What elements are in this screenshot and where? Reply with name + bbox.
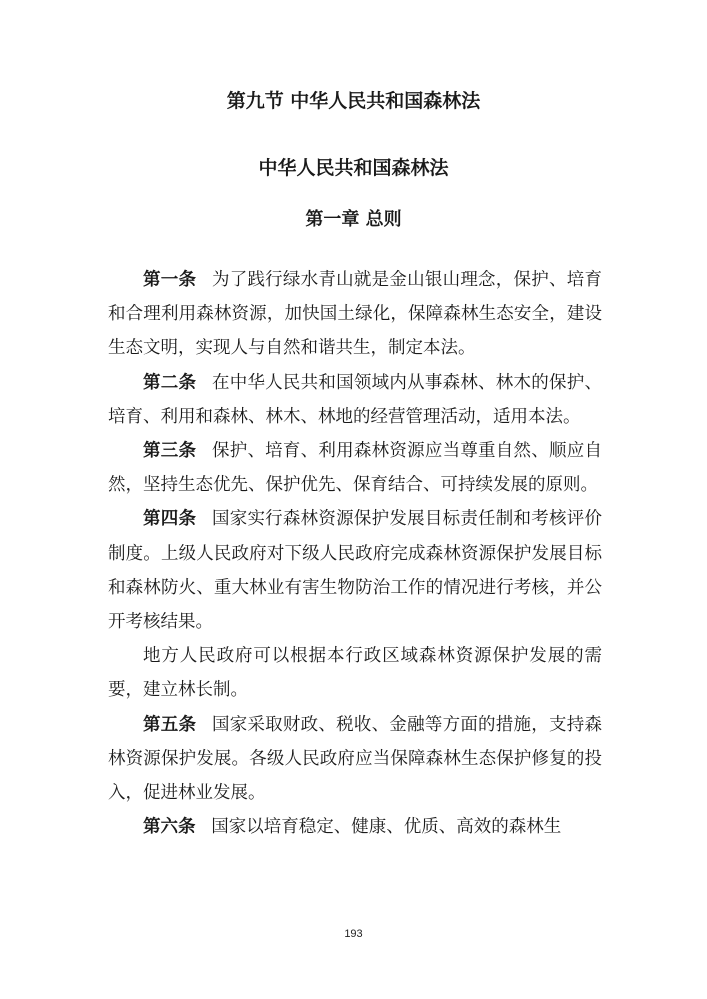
article-1 [108, 263, 602, 366]
article-label: 第五条 [143, 714, 197, 735]
article-label: 第三条 [143, 441, 197, 462]
body-text [108, 263, 602, 844]
article-text: 国家以培育稳定、健康、优质、高效的森林生 [211, 817, 562, 838]
article-text: 地方人民政府可以根据本行政区域森林资源保护发展的需要，建立林长制。 [108, 646, 602, 701]
article-label: 第二条 [143, 372, 197, 393]
section-title: 第九节 中华人民共和国森林法 [226, 90, 481, 112]
chapter-title: 第一章 总则 [305, 209, 402, 230]
article-2 [108, 366, 602, 434]
article-5 [108, 708, 602, 811]
article-4-clause-2 [108, 639, 602, 707]
article-6 [108, 810, 602, 844]
article-text: 国家实行森林资源保护发展目标责任制和考核评价制度。上级人民政府对下级人民政府完成森林资源保护发展目标和森林防火、重大林业有害生物防治工作的情况进行考核，并公开考核结果。 [108, 509, 602, 633]
article-4 [108, 502, 602, 639]
article-label: 第四条 [143, 509, 197, 530]
article-text: 为了践行绿水青山就是金山银山理念，保护、培育和合理利用森林资源，加快国土绿化，保障森林生态安全，建设生态文明，实现人与自然和谐共生，制定本法。 [108, 270, 602, 359]
article-text: 国家采取财政、税收、金融等方面的措施，支持森林资源保护发展。各级人民政府应当保障森林生态保护修复的投入，促进林业发展。 [108, 714, 602, 804]
page-number: 193 [344, 928, 363, 940]
article-text: 在中华人民共和国领域内从事森林、林木的保护、培育、利用和森林、林木、林地的经营管理活动，适用本法。 [108, 372, 602, 427]
article-label: 第六条 [143, 817, 196, 838]
article-3 [108, 434, 602, 502]
article-text: 保护、培育、利用森林资源应当尊重自然、顺应自然，坚持生态优先、保护优先、保育结合、可持续发展的原则。 [108, 441, 602, 496]
article-label: 第一条 [143, 270, 197, 290]
law-title: 中华人民共和国森林法 [258, 157, 449, 179]
